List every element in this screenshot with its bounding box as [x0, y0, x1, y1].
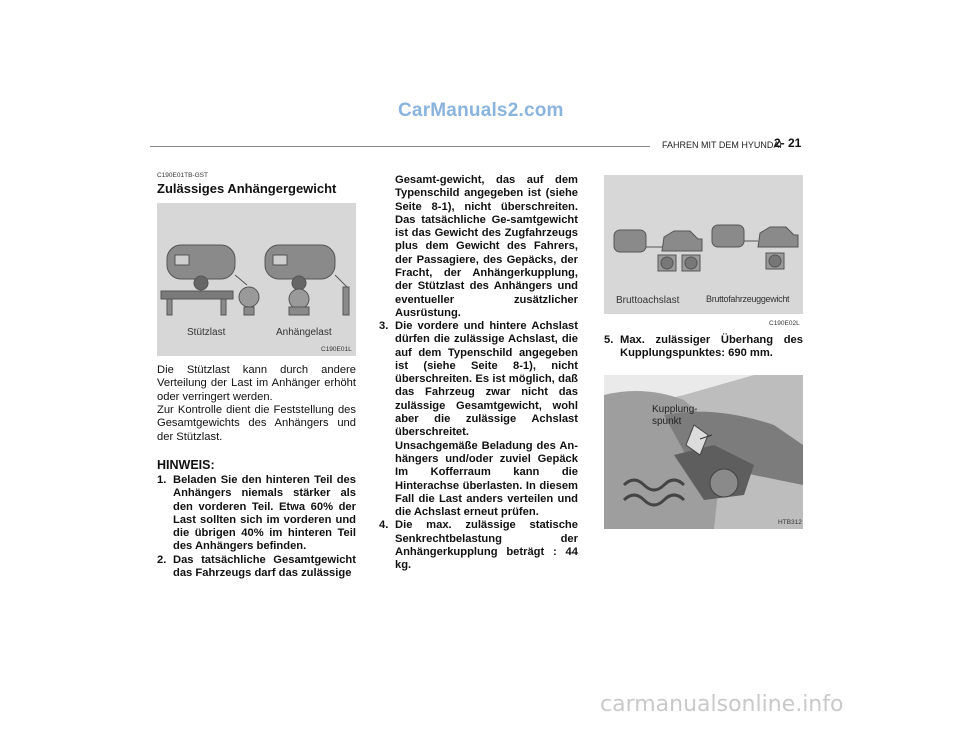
figure-axle-weights [604, 175, 803, 314]
section-header: FAHREN MIT DEM HYUNDAI [662, 140, 782, 150]
figure-label-bruttoachslast: Bruttoachslast [616, 295, 680, 306]
note-heading: HINWEIS: [157, 458, 215, 472]
watermark-footer: carmanualsonline.info [600, 692, 844, 717]
list-text: Max. zulässiger Überhang des Kupplungspunktes: 690 mm. [620, 334, 803, 360]
list-item [604, 334, 803, 361]
watermark-logo: CarManuals2.com [398, 100, 564, 121]
figure-label-kupplungspunkt: Kupplung- spunkt [652, 404, 698, 427]
figure-label-bruttofahrzeuggewicht: Bruttofahrzeuggewicht [706, 294, 790, 304]
list-item [379, 320, 578, 519]
note-list-right [604, 334, 803, 361]
list-item [157, 474, 356, 554]
figure-code: C190E01L [321, 346, 352, 353]
note-list-left [157, 474, 356, 580]
figure-code: C190E02L [769, 320, 800, 327]
section-code: C190E01TB-GST [157, 172, 208, 179]
list-item [157, 554, 356, 581]
figure-label-anhaengelast: Anhängelast [276, 327, 332, 338]
list-number: 2. [157, 553, 167, 566]
figure-code: HTB312 [778, 519, 802, 526]
figure-label-stuetzlast: Stützlast [187, 327, 226, 338]
axle-scales-illustration [604, 175, 803, 285]
figure-tongue-load [157, 203, 356, 356]
list-number: 4. [379, 519, 389, 532]
list-text: Die max. zulässige statische Senkrechtbelastung der Anhängerkupplung beträgt : 44 kg. [395, 519, 578, 572]
paragraph-kontrolle: Zur Kontrolle dient die Feststellung des Gesamtgewichts des Anhängers und der Stützlast. [157, 404, 356, 443]
figure-coupling-point [604, 375, 803, 529]
paragraph-stuetzlast: Die Stützlast kann durch andere Verteilung der Last im Anhänger erhöht oder verringert werden. [157, 364, 356, 403]
list-number: 3. [379, 320, 389, 332]
list-number: 1. [157, 474, 167, 486]
list-text: Das tatsächliche Gesamtgewicht das Fahrzeugs darf das zulässige [173, 553, 356, 580]
note-list-middle [379, 320, 578, 573]
list-item [379, 519, 578, 572]
continuation-text: Gesamt-gewicht, das auf dem Typenschild angegeben ist (siehe Seite 8-1), nicht überschreiten. Das tatsächliche Ge-samtgewicht ist das Gewicht des Zugfahrzeugs plus dem Gewicht des Fahrers, der Passagiere, des Gepäcks, der Fracht, der Anhängerkupplung, der Stützlast des Anhängers und eventueller zusätzlicher Ausrüstung. [395, 174, 578, 319]
list-text: Die vordere und hintere Achslast dürfen die zulässige Achslast, die auf dem Typenschild angegeben ist (siehe Seite 8-1), nicht überschreiten. Es ist möglich, daß das Fahrzeug zwar nicht das zulässige Gesamtgewicht, wohl aber die zulässige Achslast überschreitet. [395, 320, 578, 439]
page-title: Zulässiges Anhängergewicht [157, 181, 337, 196]
list-number: 5. [604, 334, 614, 346]
trailer-scales-illustration [157, 203, 356, 323]
coupling-point-illustration [604, 375, 803, 529]
list-text: Beladen Sie den hinteren Teil des Anhängers niemals stärker als den vorderen Teil. Etwa 60% der Last sollten sich im vorderen und die übrigen 40% im hinteren Teil des Anhängers befinden. [173, 474, 356, 553]
page-number: 2- 21 [774, 136, 802, 150]
header-rule [150, 146, 650, 147]
list-text-continued: Unsachgemäße Beladung des An-hängers und/oder zuviel Gepäck Im Kofferraum kann die Hinterachse überlasten. In diesem Fall die Last anders verteilen und die Achslast erneut prüfen. [395, 439, 578, 519]
